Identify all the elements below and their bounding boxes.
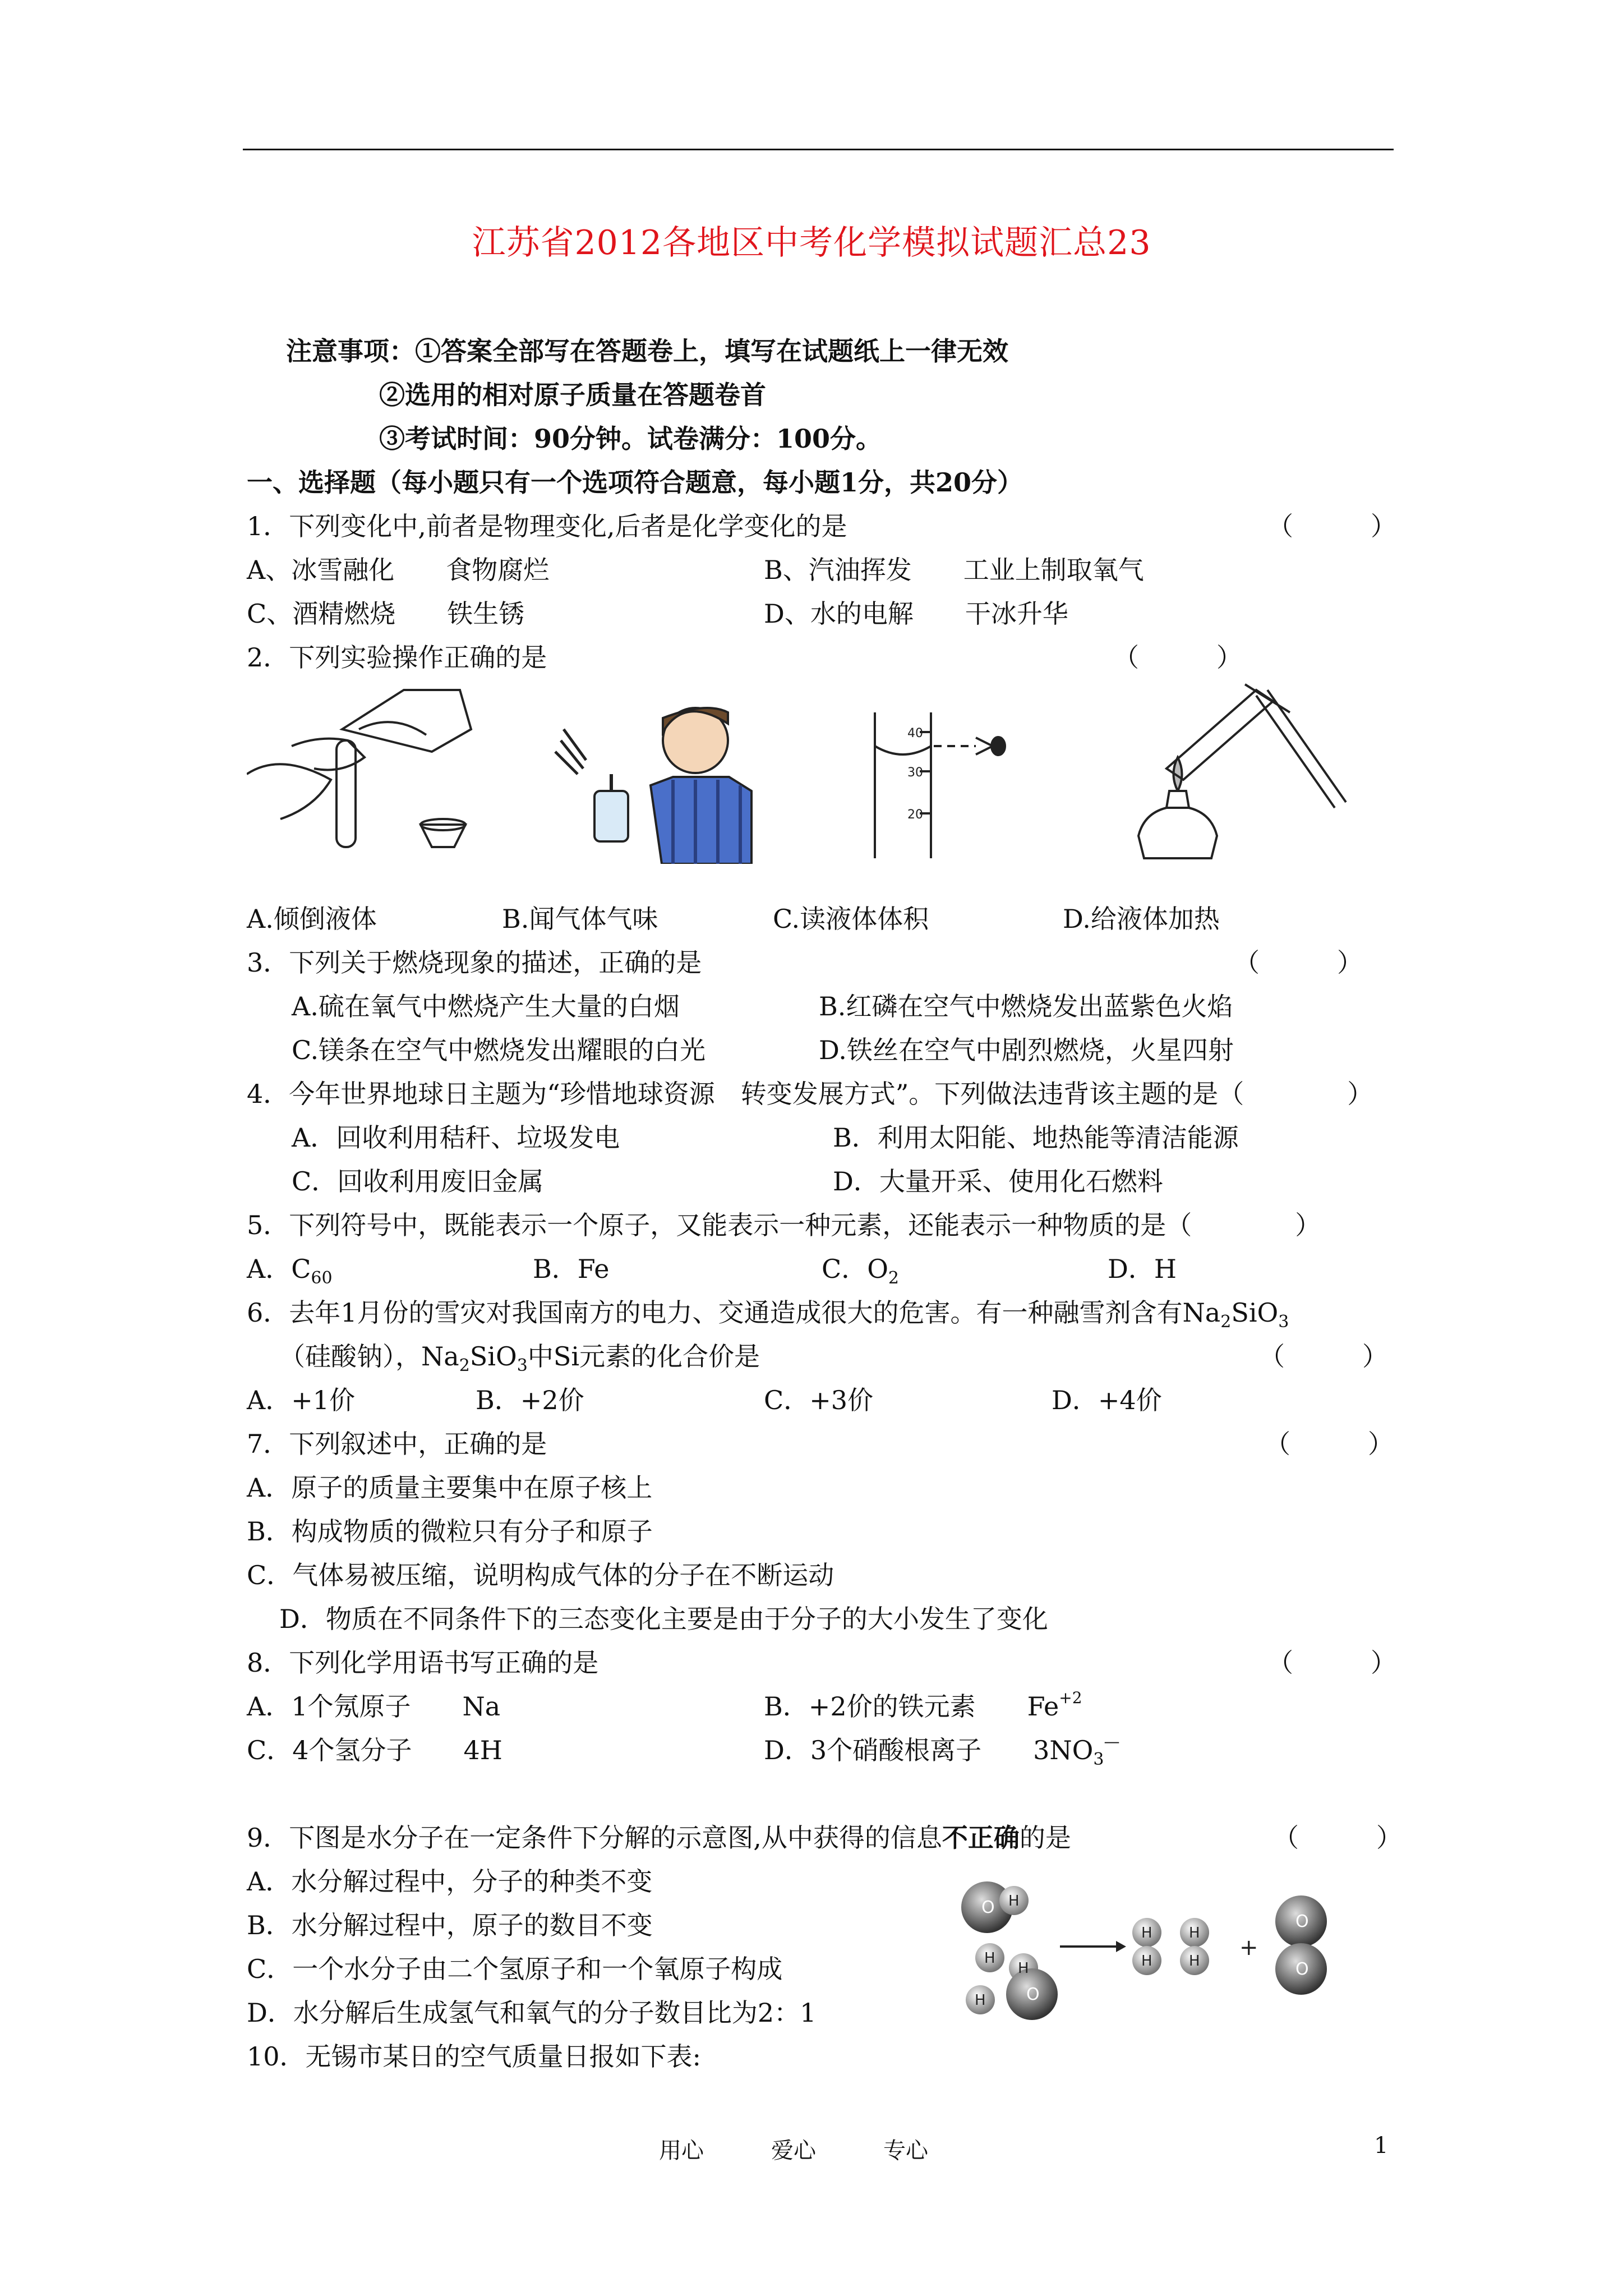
q7-stem: 7．下列叙述中，正确的是 — [247, 1429, 547, 1459]
smelling-gas-image — [555, 708, 751, 864]
cylinder-tick-20: 20 — [907, 808, 923, 822]
q10-stem: 10．无锡市某日的空气质量日报如下表: — [247, 2041, 702, 2072]
footer-motto-1: 用心 — [659, 2138, 704, 2164]
q8-option-b: B．+2价的铁元素 $Fe^{+2}$ — [764, 1688, 1082, 1722]
q3-stem: 3．下列关于燃烧现象的描述，正确的是 — [247, 947, 702, 978]
q7-option-a: A．原子的质量主要集中在原子核上 — [247, 1473, 653, 1503]
page-number: 1 — [1374, 2133, 1389, 2159]
note-3: ③考试时间：90分钟。试卷满分：100分。 — [379, 424, 882, 454]
q5-option-c: C．$O_2$ — [822, 1254, 900, 1288]
q1-stem: 1．下列变化中,前者是物理变化,后者是化学变化的是 — [247, 511, 847, 541]
q3-option-d: D.铁丝在空气中剧烈燃烧，火星四射 — [819, 1035, 1234, 1065]
q3-option-b: B.红磷在空气中燃烧发出蓝紫色火焰 — [819, 991, 1233, 1022]
pouring-liquid-image — [247, 690, 471, 847]
q6-answer-blank: （ ） — [1259, 1341, 1388, 1372]
q6-stem-line2: （硅酸钠），$Na_2SiO_3$中Si元素的化合价是 — [279, 1341, 760, 1375]
q4-option-c: C．回收利用废旧金属 — [292, 1166, 544, 1197]
note-2: ②选用的相对原子质量在答题卷首 — [379, 380, 766, 410]
q2-illustrations — [247, 679, 1396, 864]
atom-h-6: H — [1141, 1953, 1152, 1970]
q2-answer-blank: （ ） — [1113, 642, 1242, 673]
q1-option-a: A、冰雪融化 食物腐烂 — [247, 555, 550, 585]
q7-option-b: B．构成物质的微粒只有分子和原子 — [247, 1516, 653, 1547]
q6-option-b: B．+2价 — [476, 1385, 584, 1415]
footer-motto-3: 专心 — [883, 2138, 928, 2164]
q6-option-a: A．+1价 — [247, 1385, 356, 1415]
cylinder-tick-30: 30 — [907, 766, 923, 780]
q7-option-c: C．气体易被压缩，说明构成气体的分子在不断运动 — [247, 1560, 834, 1590]
q4-option-a: A．回收利用秸秆、垃圾发电 — [292, 1122, 620, 1153]
q5-stem: 5．下列符号中，既能表示一个原子，又能表示一种元素，还能表示一种物质的是（ ） — [247, 1210, 1321, 1240]
q1-option-b: B、汽油挥发 工业上制取氧气 — [764, 555, 1144, 585]
q5-option-a: A．$C_{60}$ — [247, 1254, 333, 1288]
q3-option-a: A.硫在氧气中燃烧产生大量的白烟 — [292, 991, 680, 1022]
q9-option-a: A．水分解过程中，分子的种类不变 — [247, 1866, 653, 1897]
atom-o-2: O — [1026, 1985, 1040, 2004]
q2-option-c: C.读液体体积 — [773, 904, 929, 934]
q4-stem: 4．今年世界地球日主题为“珍惜地球资源 转变发展方式”。下列做法违背该主题的是（ ） — [247, 1079, 1373, 1109]
plus-sign: + — [1239, 1935, 1258, 1961]
q9-answer-blank: （ ） — [1273, 1823, 1402, 1853]
atom-h-7: H — [1189, 1925, 1200, 1941]
q4-option-b: B．利用太阳能、地热能等清洁能源 — [833, 1122, 1239, 1153]
q7-answer-blank: （ ） — [1265, 1429, 1394, 1459]
q2-option-d: D.给液体加热 — [1063, 904, 1220, 934]
section-heading: 一、选择题（每小题只有一个选项符合题意，每小题1分，共20分） — [247, 467, 1023, 498]
note-1: 注意事项：①答案全部写在答题卷上，填写在试题纸上一律无效 — [286, 336, 1008, 366]
atom-h-8: H — [1189, 1953, 1200, 1970]
q6-stem-line1: 6．去年1月份的雪灾对我国南方的电力、交通造成很大的危害。有一种融雪剂含有$Na_2SiO_3$ — [247, 1297, 1289, 1332]
atom-o-1: O — [981, 1898, 995, 1917]
q3-option-c: C.镁条在空气中燃烧发出耀眼的白光 — [292, 1035, 706, 1065]
q4-option-d: D．大量开采、使用化石燃料 — [833, 1166, 1163, 1197]
q2-option-b: B.闻气体气味 — [502, 904, 658, 934]
q1-option-d: D、水的电解 干冰升华 — [764, 599, 1068, 629]
q7-option-d: D．物质在不同条件下的三态变化主要是由于分子的大小发生了变化 — [279, 1604, 1048, 1634]
q1-answer-blank: （ ） — [1267, 511, 1396, 541]
header-rule — [243, 149, 1394, 150]
footer-motto-2: 爱心 — [771, 2138, 816, 2164]
q9-option-b: B．水分解过程中，原子的数目不变 — [247, 1910, 653, 1940]
q9-stem: 9．下图是水分子在一定条件下分解的示意图,从中获得的信息不正确的是 — [247, 1823, 1071, 1853]
atom-h-2: H — [984, 1950, 995, 1967]
atom-h-4: H — [975, 1992, 986, 2009]
q5-option-d: D．H — [1108, 1254, 1177, 1284]
q6-option-c: C．+3价 — [764, 1385, 874, 1415]
q9-option-d: D．水分解后生成氢气和氧气的分子数目比为2：1 — [247, 1998, 817, 2028]
q8-answer-blank: （ ） — [1267, 1648, 1396, 1678]
q2-option-a: A.倾倒液体 — [247, 904, 377, 934]
q8-option-a: A．1个氖原子 Na — [247, 1691, 501, 1722]
heating-liquid-image — [1138, 684, 1346, 858]
q1-option-c: C、酒精燃烧 铁生锈 — [247, 599, 525, 629]
page-title: 江苏省2012各地区中考化学模拟试题汇总23 — [472, 223, 1151, 263]
cylinder-tick-40: 40 — [907, 726, 923, 740]
q8-stem: 8．下列化学用语书写正确的是 — [247, 1648, 599, 1678]
graduated-cylinder-image — [875, 712, 1005, 858]
atom-h-3: H — [1018, 1960, 1029, 1977]
atom-o-3: O — [1295, 1912, 1309, 1931]
atom-h-1: H — [1008, 1893, 1020, 1910]
q9-option-c: C．一个水分子由二个氢原子和一个氧原子构成 — [247, 1954, 783, 1984]
atom-o-4: O — [1295, 1959, 1309, 1979]
atom-h-5: H — [1141, 1925, 1152, 1941]
water-decomposition-diagram — [948, 1868, 1352, 2036]
q2-stem: 2．下列实验操作正确的是 — [247, 642, 547, 673]
q6-option-d: D．+4价 — [1052, 1385, 1162, 1415]
q8-option-d: D．3个硝酸根离子 $3NO_3^—$ — [764, 1732, 1120, 1769]
q5-option-b: B．Fe — [533, 1254, 610, 1284]
q3-answer-blank: （ ） — [1234, 947, 1363, 978]
q8-option-c: C．4个氢分子 4H — [247, 1735, 502, 1765]
